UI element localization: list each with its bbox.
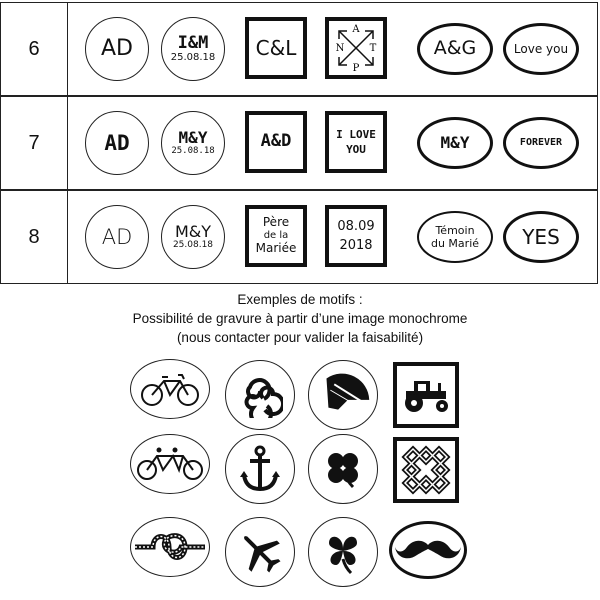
stamp-text: AD <box>104 130 130 155</box>
triskelion-icon <box>237 372 283 418</box>
stamp-date: 25.08.18 <box>172 239 214 250</box>
stamp-text: YES <box>522 224 560 249</box>
stamp-text: Love you <box>513 41 569 56</box>
row-number: 8 <box>1 191 68 283</box>
caption-line: (nous contacter pour valider la faisabilité) <box>176 330 424 345</box>
motif-stamp <box>308 360 378 430</box>
stamp-oval <box>503 117 579 169</box>
stamp-text: C&L <box>255 35 297 60</box>
stamp-text: Témoin <box>435 223 475 237</box>
motif-stamp <box>130 359 210 419</box>
stamp-text: A&G <box>433 37 477 60</box>
stamp-text: YOU <box>346 143 366 156</box>
airplane-icon <box>236 528 284 576</box>
stamp-date: 25.08.18 <box>171 145 215 156</box>
row-number: 7 <box>1 97 68 189</box>
stamp-oval <box>417 23 493 75</box>
guitar-icon <box>309 360 377 430</box>
stamp-text: AD <box>101 36 133 62</box>
stamp-text: du Marié <box>430 237 480 250</box>
bicycle-icon <box>138 369 202 409</box>
motif-stamp <box>393 362 459 428</box>
stamp-circle <box>161 111 225 175</box>
stamp-text: 08.09 <box>337 218 375 234</box>
stamp-text: FOREVER <box>519 136 563 148</box>
tractor-icon <box>400 375 452 415</box>
stamp-oval <box>503 211 579 263</box>
celtic-knot-icon <box>397 441 455 499</box>
stamp-oval <box>417 117 493 169</box>
motif-stamp <box>389 521 467 579</box>
stamp-square <box>325 205 387 267</box>
stamp-circle <box>85 205 149 269</box>
caption-line: Possibilité de gravure à partir d’une image monochrome <box>132 311 468 326</box>
motif-stamp <box>393 437 459 503</box>
motif-stamp <box>308 517 378 587</box>
stamp-square-arrows <box>325 17 387 79</box>
motif-stamp <box>130 434 210 494</box>
motifs-caption <box>0 290 600 347</box>
stamp-text: A&D <box>260 131 292 152</box>
stamp-square <box>325 111 387 173</box>
stamp-text: AD <box>101 224 133 249</box>
table-row <box>0 2 598 96</box>
compass-letter: N <box>335 43 345 54</box>
compass-letter: P <box>352 63 360 74</box>
caption-title: Exemples de motifs : <box>237 292 363 307</box>
crossed-arrows-icon <box>329 21 383 75</box>
compass-letter: A <box>352 24 360 35</box>
motif-stamp <box>130 517 210 577</box>
rope-knot-icon <box>135 527 205 567</box>
anchor-icon <box>240 445 280 493</box>
mustache-icon <box>395 535 461 565</box>
stamp-text: M&Y <box>440 132 470 152</box>
four-leaf-clover-icon <box>321 447 365 491</box>
table-row <box>0 190 598 284</box>
motif-stamp <box>308 434 378 504</box>
stamp-circle <box>85 17 149 81</box>
stamp-square <box>245 17 307 79</box>
compass-letter: T <box>369 43 377 54</box>
motif-stamp <box>225 360 295 430</box>
stamp-circle <box>85 111 149 175</box>
motif-stamp <box>225 434 295 504</box>
stamp-oval <box>417 211 493 263</box>
stamp-text: I LOVE <box>336 127 376 141</box>
stamp-text: 2018 <box>339 238 373 253</box>
stamp-text: M&Y <box>174 221 212 241</box>
stamp-text: de la <box>263 230 289 242</box>
stamp-square <box>245 205 307 267</box>
row-number: 6 <box>1 3 68 95</box>
tandem-bicycle-icon <box>135 446 205 482</box>
stamp-oval <box>503 23 579 75</box>
stamp-date: 25.08.18 <box>170 51 216 63</box>
stamp-text: Mariée <box>255 240 297 255</box>
motif-stamp <box>225 517 295 587</box>
heart-clover-icon <box>321 529 365 575</box>
stamp-text: Père <box>262 215 290 230</box>
stamp-text: I&M <box>177 32 209 53</box>
stamp-circle <box>161 205 225 269</box>
stamp-text: M&Y <box>178 127 208 147</box>
table-row <box>0 96 598 190</box>
stamp-square <box>245 111 307 173</box>
stamp-circle <box>161 17 225 81</box>
